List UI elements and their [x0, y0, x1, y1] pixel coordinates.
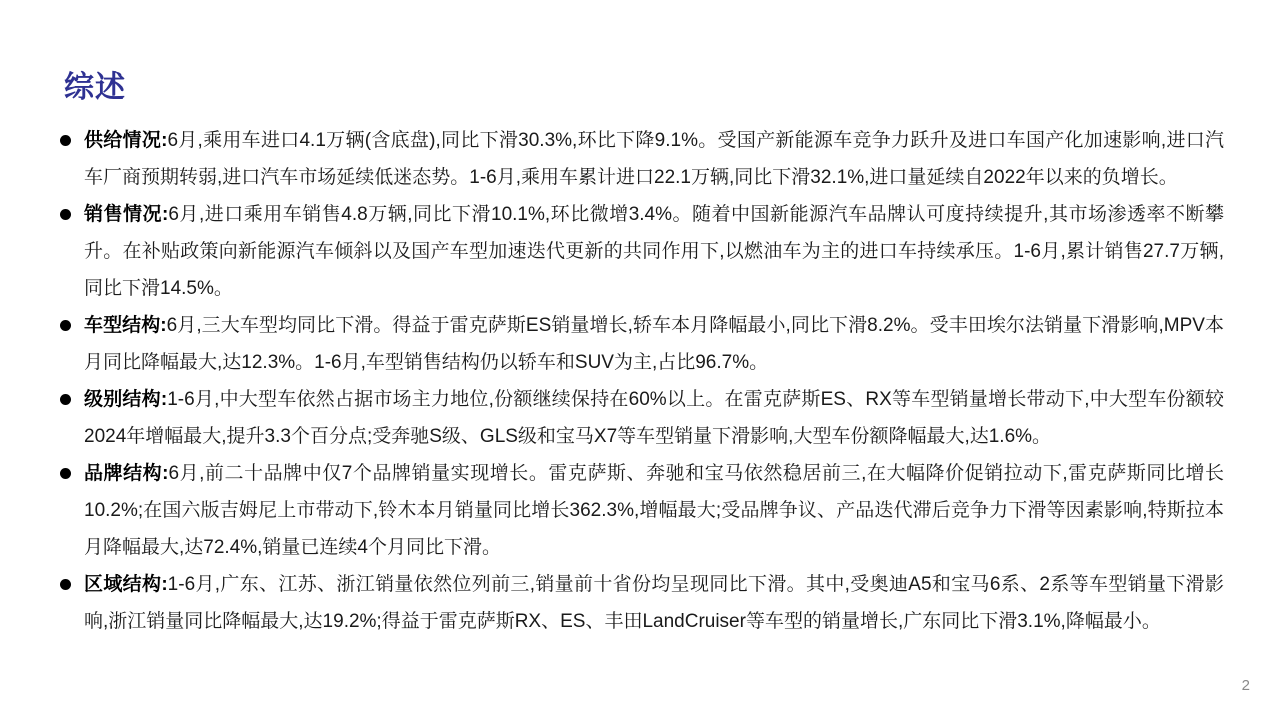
- bullet-label: 品牌结构:: [84, 463, 169, 484]
- bullet-icon: [60, 320, 71, 331]
- bullet-text: 6月,进口乘用车销售4.8万辆,同比下滑10.1%,环比微增3.4%。随着中国新能源汽车品牌认可度持续提升,其市场渗透率不断攀升。在补贴政策向新能源汽车倾斜以及国产车型加速迭代更新的共同作用下,以燃油车为主的进口车持续承压。1-6月,累计销售27.7万辆,同比下滑14.5%。: [84, 204, 1224, 299]
- bullet-text: 1-6月,中大型车依然占据市场主力地位,份额继续保持在60%以上。在雷克萨斯ES、RX等车型销量增长带动下,中大型车份额较2024年增幅最大,提升3.3个百分点;受奔驰S级、GLS级和宝马X7等车型销量下滑影响,大型车份额降幅最大,达1.6%。: [84, 389, 1224, 447]
- bullet-text: 6月,乘用车进口4.1万辆(含底盘),同比下滑30.3%,环比下降9.1%。受国产新能源车竞争力跃升及进口车国产化加速影响,进口汽车厂商预期转弱,进口汽车市场延续低迷态势。1-6月,乘用车累计进口22.1万辆,同比下滑32.1%,进口量延续自2022年以来的负增长。: [84, 130, 1224, 188]
- bullet-label: 级别结构:: [84, 389, 168, 410]
- bullet-label: 供给情况:: [84, 130, 168, 151]
- page-number: 2: [1241, 677, 1250, 694]
- list-item: [60, 455, 1224, 566]
- list-item: [60, 196, 1224, 307]
- bullet-label: 销售情况:: [84, 204, 169, 225]
- bullet-text: 1-6月,广东、江苏、浙江销量依然位列前三,销量前十省份均呈现同比下滑。其中,受奥迪A5和宝马6系、2系等车型销量下滑影响,浙江销量同比降幅最大,达19.2%;得益于雷克萨斯RX、ES、丰田LandCruiser等车型的销量增长,广东同比下滑3.1%,降幅最小。: [84, 574, 1224, 632]
- bullet-icon: [60, 209, 71, 220]
- bullet-icon: [60, 468, 71, 479]
- bullet-label: 区域结构:: [84, 574, 168, 595]
- bullet-icon: [60, 579, 71, 590]
- page-title: 综述: [64, 71, 126, 104]
- list-item: [60, 566, 1224, 640]
- list-item: [60, 381, 1224, 455]
- list-item: [60, 307, 1224, 381]
- bullet-icon: [60, 135, 71, 146]
- bullet-icon: [60, 394, 71, 405]
- summary-list: [60, 122, 1224, 640]
- bullet-text: 6月,前二十品牌中仅7个品牌销量实现增长。雷克萨斯、奔驰和宝马依然稳居前三,在大幅降价促销拉动下,雷克萨斯同比增长10.2%;在国六版吉姆尼上市带动下,铃木本月销量同比增长362.3%,增幅最大;受品牌争议、产品迭代滞后竞争力下滑等因素影响,特斯拉本月降幅最大,达72.4%,销量已连续4个月同比下滑。: [84, 463, 1224, 558]
- bullet-text: 6月,三大车型均同比下滑。得益于雷克萨斯ES销量增长,轿车本月降幅最小,同比下滑8.2%。受丰田埃尔法销量下滑影响,MPV本月同比降幅最大,达12.3%。1-6月,车型销售结构仍以轿车和SUV为主,占比96.7%。: [84, 315, 1225, 373]
- list-item: [60, 122, 1224, 196]
- bullet-label: 车型结构:: [84, 315, 167, 336]
